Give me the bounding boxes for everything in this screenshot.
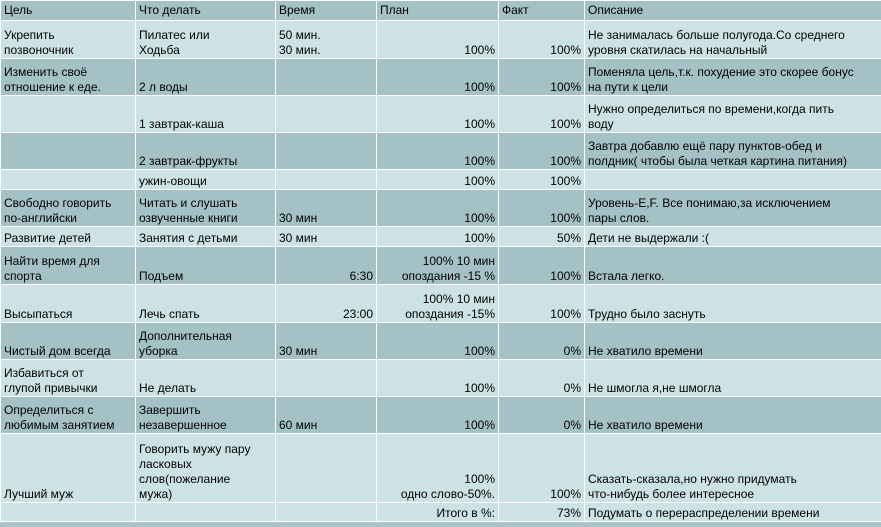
cell-fact: 100% (499, 434, 585, 503)
table-row (1, 247, 881, 285)
cell-time: 30 мин (276, 323, 377, 360)
cell-fact: 100% (499, 247, 585, 285)
cell-time: 50 мин. 30 мин. (276, 21, 377, 59)
cell-goal: Укрепить позвоночник (1, 21, 136, 59)
cell-todo: Подъем (136, 247, 276, 285)
table-row (1, 170, 881, 190)
cell-fact: 0% (499, 397, 585, 434)
cell-goal: Определиться с любимым занятием (1, 397, 136, 434)
table-row (1, 59, 881, 96)
cell-description: Уровень-Е,F. Все понимаю,за исключением пары слов. (585, 190, 881, 227)
cell-description: Не занималась больше полугода.Со среднего уровня скатилась на начальный (585, 21, 881, 59)
cell-plan: 100% (377, 397, 499, 434)
cell-plan: 100% (377, 96, 499, 133)
cell-plan: 100% (377, 360, 499, 397)
cell-plan: 100% (377, 59, 499, 96)
cell-time (276, 360, 377, 397)
cell-plan: 100% одно слово-50%. (377, 434, 499, 503)
cell-fact: 0% (499, 323, 585, 360)
cell-goal: Высыпаться (1, 285, 136, 323)
cell-description: Не шмогла я,не шмогла (585, 360, 881, 397)
total-empty-2 (136, 503, 276, 522)
cell-description: Не хватило времени (585, 323, 881, 360)
table-row (1, 360, 881, 397)
header-plan: План (377, 1, 499, 21)
cell-goal: Избавиться от глупой привычки (1, 360, 136, 397)
cell-plan: 100% (377, 21, 499, 59)
total-empty-3 (276, 503, 377, 522)
cell-todo: 2 завтрак-фрукты (136, 133, 276, 170)
table-row (1, 227, 881, 247)
cell-todo: Не делать (136, 360, 276, 397)
total-value: 73% (499, 503, 585, 522)
cell-goal: Изменить своё отношение к еде. (1, 59, 136, 96)
cell-time (276, 170, 377, 190)
cell-todo: ужин-овощи (136, 170, 276, 190)
cell-todo: 1 завтрак-каша (136, 96, 276, 133)
cell-fact: 100% (499, 59, 585, 96)
cell-description: Не хватило времени (585, 397, 881, 434)
table-row (1, 434, 881, 503)
table-row (1, 21, 881, 59)
cell-goal: Найти время для спорта (1, 247, 136, 285)
cell-goal (1, 170, 136, 190)
cell-time: 30 мин (276, 190, 377, 227)
header-row (1, 1, 881, 21)
cell-goal: Лучший муж (1, 434, 136, 503)
cell-fact: 50% (499, 227, 585, 247)
cell-description (585, 170, 881, 190)
cell-plan: 100% (377, 323, 499, 360)
table-row (1, 323, 881, 360)
cell-description: Нужно определиться по времени,когда пить воду (585, 96, 881, 133)
cell-plan: 100% (377, 227, 499, 247)
total-label: Итого в %: (377, 503, 499, 522)
header-goal: Цель (1, 1, 136, 21)
cell-plan: 100% (377, 170, 499, 190)
cell-description: Поменяла цель,т.к. похудение это скорее бонус на пути к цели (585, 59, 881, 96)
cell-fact: 100% (499, 21, 585, 59)
cell-description: Сказать-сказала,но нужно придумать что-нибудь более интересное (585, 434, 881, 503)
cell-todo: Завершить незавершенное (136, 397, 276, 434)
cell-todo: Читать и слушать озвученные книги (136, 190, 276, 227)
cell-time: 60 мин (276, 397, 377, 434)
total-row (1, 503, 881, 522)
cell-time: 6:30 (276, 247, 377, 285)
cell-plan: 100% 10 мин опоздания -15% (377, 285, 499, 323)
cell-time: 23:00 (276, 285, 377, 323)
cell-fact: 100% (499, 190, 585, 227)
cell-fact: 100% (499, 285, 585, 323)
table-row (1, 133, 881, 170)
cell-goal: Развитие детей (1, 227, 136, 247)
cell-time (276, 96, 377, 133)
cell-time (276, 133, 377, 170)
cell-todo: Лечь спать (136, 285, 276, 323)
cell-todo: Говорить мужу пару ласковых слов(пожелание мужа) (136, 434, 276, 503)
cell-time (276, 59, 377, 96)
table-row (1, 190, 881, 227)
cell-goal: Чистый дом всегда (1, 323, 136, 360)
cell-todo: Занятия с детьми (136, 227, 276, 247)
cell-description: Завтра добавлю ещё пару пунктов-обед и полдник( чтобы была четкая картина питания) (585, 133, 881, 170)
table-row (1, 96, 881, 133)
header-time: Время (276, 1, 377, 21)
cell-plan: 100% (377, 133, 499, 170)
cell-time: 30 мин (276, 227, 377, 247)
table-row (1, 397, 881, 434)
cell-todo: Пилатес или Ходьба (136, 21, 276, 59)
cell-fact: 100% (499, 170, 585, 190)
header-todo: Что делать (136, 1, 276, 21)
cell-fact: 100% (499, 133, 585, 170)
header-fact: Факт (499, 1, 585, 21)
total-empty-1 (1, 503, 136, 522)
cell-goal (1, 133, 136, 170)
cell-description: Дети не выдержали :( (585, 227, 881, 247)
cell-description: Встала легко. (585, 247, 881, 285)
cell-plan: 100% (377, 190, 499, 227)
cell-time (276, 434, 377, 503)
cell-todo: Дополнительная уборка (136, 323, 276, 360)
cell-fact: 0% (499, 360, 585, 397)
cell-goal: Свободно говорить по-английски (1, 190, 136, 227)
cell-description: Трудно было заснуть (585, 285, 881, 323)
cell-todo: 2 л воды (136, 59, 276, 96)
cell-plan: 100% 10 мин опоздания -15 % (377, 247, 499, 285)
cell-goal (1, 96, 136, 133)
header-description: Описание (585, 1, 881, 21)
total-description: Подумать о перераспределении времени (585, 503, 881, 522)
cell-fact: 100% (499, 96, 585, 133)
table-row (1, 285, 881, 323)
